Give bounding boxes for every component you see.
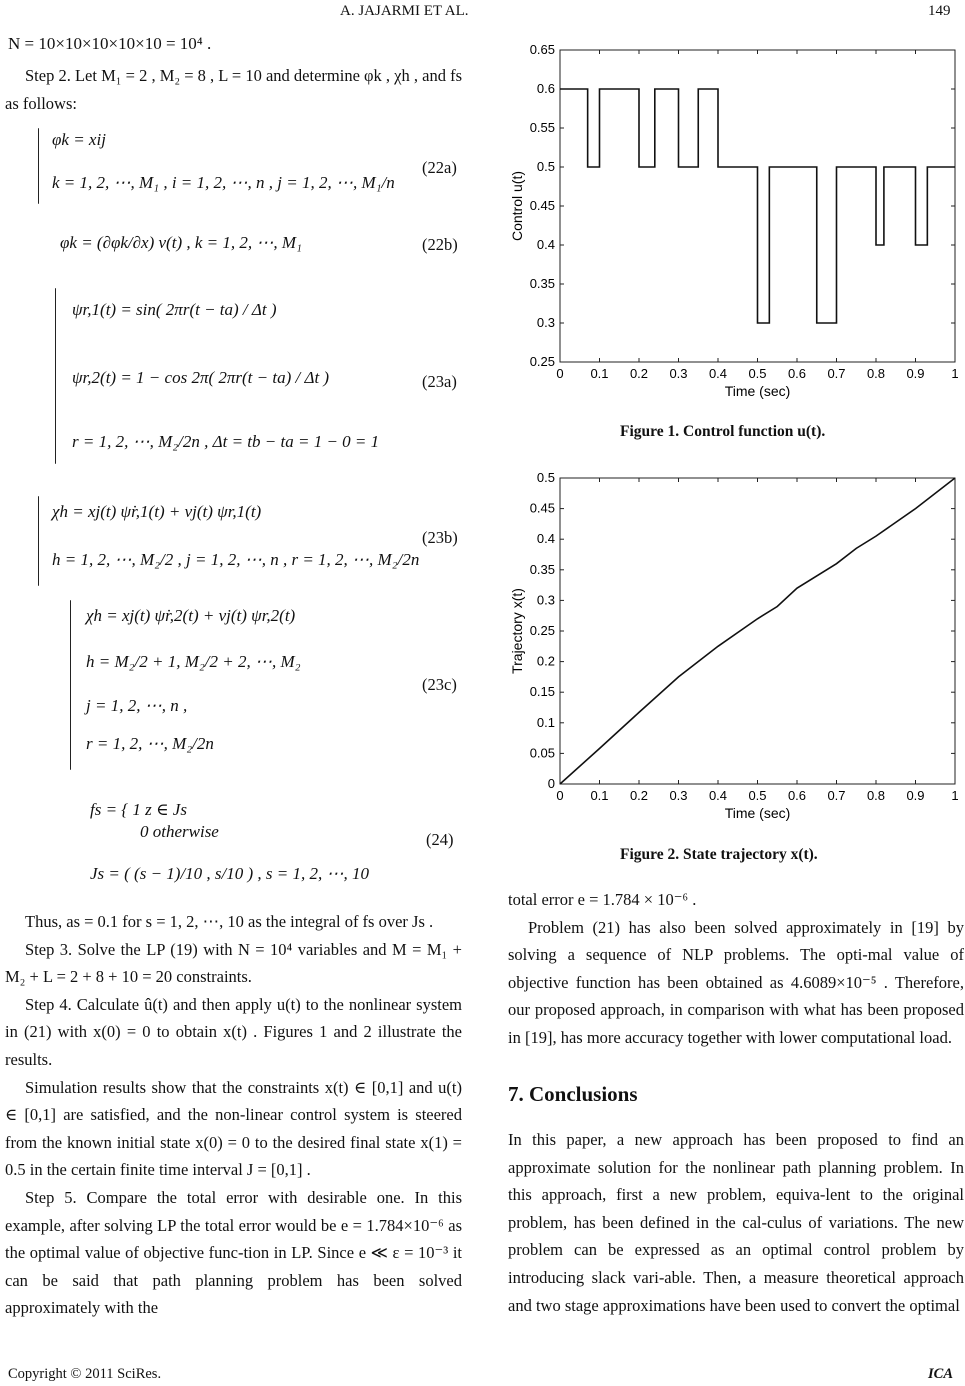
- y-tick-label: 0.1: [536, 714, 555, 730]
- x-tick-label: 1: [951, 366, 959, 381]
- x-tick-label: 0.6: [787, 788, 807, 803]
- x-tick-label: 0.4: [708, 366, 728, 381]
- y-tick-label: 0.6: [536, 81, 555, 96]
- right-body-text: [508, 886, 964, 1052]
- conclusion-text: [508, 1126, 964, 1319]
- x-tick-label: 0.2: [629, 366, 649, 381]
- x-tick-label: 0.4: [708, 788, 728, 803]
- y-tick-label: 0.4: [536, 237, 555, 252]
- equation-23a-line1: ψr,1(t) = sin( 2πr(t − ta) / Δt ): [72, 300, 277, 319]
- y-tick-label: 0: [547, 776, 555, 791]
- y-tick-label: 0.45: [529, 500, 555, 516]
- thus-paragraph: Thus, as = 0.1 for s = 1, 2, ⋯, 10 as the integral of fs over Js .: [25, 912, 434, 931]
- problem-paragraph: Problem (21) has also been solved approximately in [19] by solving a sequence of NLP problems. The opti-mal value of objective function has been obtained as 4.6089×10⁻⁵ . Therefore, our proposed approach, in comparison with what has been proposed in [19], has more accuracy together with lower computational load.: [508, 917, 964, 1047]
- x-tick-label: 0.5: [748, 788, 767, 803]
- figure-2-plot-group: [509, 470, 959, 821]
- y-tick-label: 0.3: [536, 315, 555, 330]
- equation-24-line3: Js = ( (s − 1)/10 , s/10 ) , s = 1, 2, ⋯, 10: [90, 864, 370, 883]
- figure-1-caption: Figure 1. Control function u(t).: [620, 423, 826, 440]
- equation-23a-line2: ψr,2(t) = 1 − cos 2π( 2πr(t − ta) / Δt ): [72, 368, 330, 387]
- brace-23a: [55, 288, 56, 464]
- footer-copyright: Copyright © 2011 SciRes.: [8, 1366, 162, 1382]
- y-tick-label: 0.4: [536, 531, 555, 547]
- x-tick-label: 0: [556, 788, 564, 803]
- y-tick-label: 0.35: [529, 561, 555, 577]
- brace-23c: [70, 600, 71, 770]
- x-tick-label: 0.6: [787, 366, 807, 381]
- brace-22a: [38, 128, 39, 204]
- equation-23a-line3: r = 1, 2, ⋯, M₂/2n , Δt = tb − ta = 1 − 0 = 1: [72, 432, 380, 451]
- simulation-paragraph: Simulation results show that the constraints x(t) ∈ [0,1] and u(t) ∈ [0,1] are satisfied, and the non-linear control system is steered from the known initial state x(0) = 0 to the desired final state x(1) = 0.5 in the certain finite time interval J = [0,1] .: [5, 1077, 462, 1180]
- running-header: A. JAJARMI ET AL.: [340, 3, 469, 19]
- plot-frame: [560, 478, 955, 784]
- x-tick-label: 0.5: [748, 366, 767, 381]
- y-axis-label: Trajectory x(t): [509, 588, 525, 674]
- y-tick-label: 0.45: [529, 198, 555, 213]
- equation-N: N = 10×10×10×10×10 = 10⁴ .: [8, 34, 212, 53]
- footer-journal: ICA: [928, 1366, 953, 1382]
- step2-text: Step 2. Let M₁ = 2 , M₂ = 8 , L = 10 and determine φk , χh , and fs as follows:: [5, 66, 462, 113]
- x-tick-label: 1: [951, 788, 959, 803]
- figure-2-trajectory-chart: [508, 464, 963, 842]
- step5-paragraph: Step 5. Compare the total error with desirable one. In this example, after solving LP the total error would be e = 1.784×10⁻⁶ as the optimal value of objective func-tion in LP. Since e ≪ ε = 10⁻³ it can be said that path planning problem has been solved approximately with the: [5, 1187, 462, 1318]
- left-body-text: [5, 908, 462, 1322]
- figure-2-caption: Figure 2. State trajectory x(t).: [620, 846, 818, 863]
- x-tick-label: 0.3: [669, 788, 688, 803]
- page-number: 149: [928, 3, 951, 19]
- equation-23c-line3: j = 1, 2, ⋯, n ,: [86, 696, 188, 715]
- figure-1-plot-group: [509, 42, 959, 399]
- y-tick-label: 0.5: [536, 159, 555, 174]
- x-tick-label: 0.3: [669, 366, 688, 381]
- x-tick-label: 0.7: [827, 788, 846, 803]
- x-tick-label: 0.2: [629, 788, 649, 803]
- section-title-conclusions: 7. Conclusions: [508, 1082, 638, 1106]
- conclusion-paragraph: In this paper, a new approach has been proposed to find an approximate solution for the nonlinear path planning problem. In this approach, first a new problem, equiva-lent to the original problem, has been defined in the cal-culus of variations. The new problem can be expressed as an optimal control problem by introducing slack vari-able. Then, a measure theoretical approach and two stage approximations have been used to convert the optimal: [508, 1130, 964, 1315]
- x-tick-label: 0: [556, 366, 564, 381]
- equation-23c-line1: χh = xj(t) ψ̇r,2(t) + vj(t) ψr,2(t): [86, 606, 296, 625]
- x-tick-label: 0.8: [866, 788, 886, 803]
- x-tick-label: 0.1: [590, 366, 609, 381]
- equation-number-22b: (22b): [422, 235, 458, 254]
- x-axis-label: Time (sec): [724, 805, 791, 821]
- y-tick-label: 0.55: [529, 120, 555, 135]
- x-tick-label: 0.7: [827, 366, 846, 381]
- y-tick-label: 0.15: [529, 684, 555, 700]
- equation-23b-line2: h = 1, 2, ⋯, M₂/2 , j = 1, 2, ⋯, n , r = 1, 2, ⋯, M₂/2n: [52, 550, 420, 569]
- y-tick-label: 0.35: [529, 276, 555, 291]
- x-tick-label: 0.8: [866, 366, 886, 381]
- total-error-line: total error e = 1.784 × 10⁻⁶ .: [508, 890, 697, 909]
- x-tick-label: 0.9: [906, 366, 925, 381]
- equation-number-22a: (22a): [422, 158, 457, 177]
- y-tick-label: 0.25: [529, 623, 555, 638]
- equation-22a-line2: k = 1, 2, ⋯, M₁ , i = 1, 2, ⋯, n , j = 1, 2, ⋯, M₁/n: [52, 173, 395, 192]
- equation-23b-line1: χh = xj(t) ψ̇r,1(t) + vj(t) ψr,1(t): [52, 502, 262, 521]
- equation-24-line1: fs = { 1 z ∈ Js: [90, 800, 187, 819]
- y-tick-label: 0.05: [529, 745, 555, 761]
- y-tick-label: 0.25: [529, 354, 555, 369]
- x-tick-label: 0.1: [590, 788, 609, 803]
- step3-paragraph: Step 3. Solve the LP (19) with N = 10⁴ variables and M = M₁ + M₂ + L = 2 + 8 + 10 = 20 constraints.: [5, 939, 462, 987]
- equation-23c-line4: r = 1, 2, ⋯, M₂/2n: [86, 734, 214, 753]
- y-tick-label: 0.5: [536, 470, 555, 485]
- x-tick-label: 0.9: [906, 788, 925, 803]
- x-axis-label: Time (sec): [724, 383, 791, 399]
- equation-number-23c: (23c): [422, 675, 457, 694]
- equation-24-line2: 0 otherwise: [140, 822, 219, 841]
- step2-paragraph: [5, 62, 462, 117]
- series-line: [560, 478, 955, 784]
- y-tick-label: 0.2: [536, 653, 555, 669]
- equation-number-23b: (23b): [422, 528, 458, 547]
- y-tick-label: 0.65: [529, 42, 555, 57]
- equation-number-23a: (23a): [422, 372, 457, 391]
- equation-22b: φk = (∂φk/∂x) v(t) , k = 1, 2, ⋯, M₁: [60, 233, 302, 252]
- figure-1-control-chart: [508, 40, 963, 415]
- step4-paragraph: Step 4. Calculate û(t) and then apply u(t) to the nonlinear system in (21) with x(0) = 0 to obtain x(t) . Figures 1 and 2 illustrate the results.: [5, 994, 462, 1069]
- equation-22a-line1: φk = xij: [52, 130, 106, 149]
- y-tick-label: 0.3: [536, 592, 555, 608]
- series-line: [560, 89, 955, 323]
- brace-23b: [38, 496, 39, 586]
- y-axis-label: Control u(t): [509, 170, 525, 242]
- equation-23c-line2: h = M₂/2 + 1, M₂/2 + 2, ⋯, M₂: [86, 652, 301, 671]
- equation-number-24: (24): [426, 830, 454, 849]
